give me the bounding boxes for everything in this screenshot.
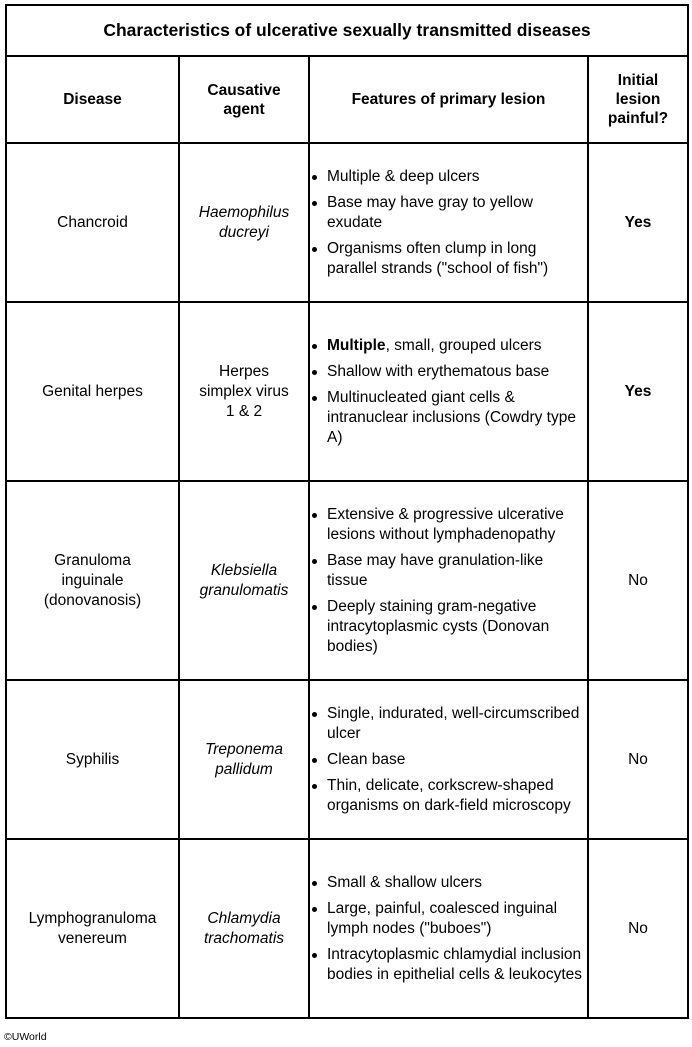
features-list [310,167,587,279]
agent-cell [179,839,309,1018]
disease-name: Granuloma [54,551,131,569]
table-row [6,302,688,481]
disease-cell [6,143,179,302]
header-agent-line: Causative [207,81,281,99]
bullet-icon [312,513,317,518]
feature-item: Deeply staining gram-negative intracytoplasmic cysts (Donovan bodies) [310,597,587,657]
header-features [309,56,588,143]
feature-item: Multiple, small, grouped ulcers [310,336,587,356]
agent-cell [179,302,309,481]
painful-value: No [628,571,648,589]
painful-value: No [628,750,648,768]
bullet-icon [312,201,317,206]
disease-name: Syphilis [65,750,120,768]
features-cell [309,481,588,680]
header-pain-line: Initial [617,72,659,89]
agent-line: granulomatis [199,581,289,599]
agent-line: Treponema [204,740,284,758]
agent-line: Chlamydia [207,909,281,927]
agent-line: pallidum [215,760,273,778]
features-cell [309,680,588,839]
disease-name: (donovanosis) [43,591,142,609]
header-features-label: Features of primary lesion [351,91,546,108]
features-list [310,704,587,816]
table-row [6,143,688,302]
bullet-icon [312,247,317,252]
bullet-icon [312,712,317,717]
painful-cell [588,302,688,481]
features-cell [309,143,588,302]
agent-line: Klebsiella [210,561,278,579]
disease-name: inguinale [61,571,124,589]
bullet-icon [312,784,317,789]
features-cell [309,839,588,1018]
painful-cell [588,680,688,839]
header-agent-line: agent [223,100,265,118]
agent-line: ducreyi [219,223,269,241]
bullet-icon [312,881,317,886]
agent-line: simplex virus [199,382,289,400]
feature-item: Clean base [310,750,587,770]
painful-cell [588,481,688,680]
painful-value: Yes [624,382,652,400]
agent-line: trachomatis [203,929,285,947]
title-row [6,5,688,56]
disease-name: Chancroid [57,213,128,231]
header-disease-label: Disease [63,91,122,108]
bullet-icon [312,758,317,763]
feature-item: Thin, delicate, corkscrew-shaped organisms on dark-field microscopy [310,776,587,816]
features-list [310,336,587,448]
header-pain-line: painful? [607,110,669,127]
bullet-icon [312,396,317,401]
features-cell [309,302,588,481]
feature-item: Organisms often clump in long parallel strands ("school of fish") [310,239,587,279]
disease-name: Lymphogranuloma [28,909,157,927]
agent-cell [179,481,309,680]
painful-cell [588,143,688,302]
feature-item: Multiple & deep ulcers [310,167,587,187]
agent-cell [179,143,309,302]
bullet-icon [312,344,317,349]
painful-value: Yes [624,213,652,231]
disease-name: Genital herpes [42,382,143,400]
bullet-icon [312,605,317,610]
feature-item: Base may have gray to yellow exudate [310,193,587,233]
feature-item: Small & shallow ulcers [310,873,587,893]
table-row [6,481,688,680]
feature-item: Extensive & progressive ulcerative lesions without lymphadenopathy [310,505,587,545]
bullet-icon [312,953,317,958]
disease-cell [6,839,179,1018]
header-row [6,56,688,143]
feature-item: Multinucleated giant cells & intranuclear inclusions (Cowdry type A) [310,388,587,448]
table-row [6,839,688,1018]
feature-item: Base may have granulation-like tissue [310,551,587,591]
table-title: Characteristics of ulcerative sexually transmitted diseases [6,5,688,56]
bullet-icon [312,175,317,180]
painful-cell [588,839,688,1018]
agent-line: Herpes [219,362,269,380]
disease-cell [6,680,179,839]
disease-name: venereum [58,929,127,947]
bullet-icon [312,907,317,912]
bullet-icon [312,559,317,564]
disease-cell [6,481,179,680]
painful-value: No [628,919,648,937]
header-disease [6,56,179,143]
features-list [310,505,587,657]
std-characteristics-table [5,4,689,1019]
bullet-icon [312,370,317,375]
feature-item: Single, indurated, well-circumscribed ulcer [310,704,587,744]
agent-cell [179,680,309,839]
disease-cell [6,302,179,481]
header-painful [588,56,688,143]
feature-item: Large, painful, coalesced inguinal lymph nodes ("buboes") [310,899,587,939]
features-list [310,873,587,985]
feature-item: Shallow with erythematous base [310,362,587,382]
table-row [6,680,688,839]
header-causative-agent [179,56,309,143]
header-pain-line: lesion [615,91,661,108]
agent-line: 1 & 2 [225,402,263,420]
feature-item: Intracytoplasmic chlamydial inclusion bodies in epithelial cells & leukocytes [310,945,587,985]
agent-line: Haemophilus [198,203,290,221]
copyright-notice: ©UWorld [4,1031,47,1043]
